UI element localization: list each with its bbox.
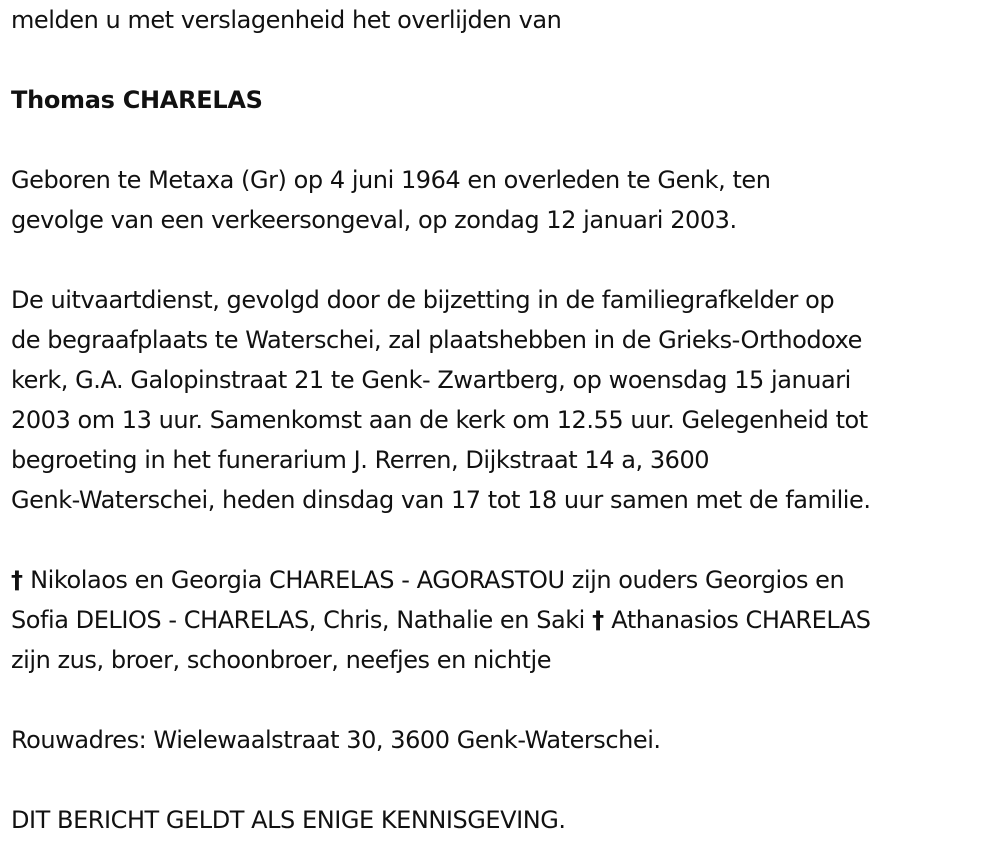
family-text: Sofia DELIOS - CHARELAS, Chris, Nathalie en Saki: [11, 606, 593, 634]
birth-line: Geboren te Metaxa (Gr) op 4 juni 1964 en overleden te Genk, ten: [11, 166, 771, 194]
birth-paragraph: [11, 160, 996, 240]
service-line: 2003 om 13 uur. Samenkomst aan de kerk om 12.55 uur. Gelegenheid tot: [11, 406, 868, 434]
death-notice: [11, 0, 996, 840]
spacer: [11, 120, 996, 160]
mourning-address: Rouwadres: Wielewaalstraat 30, 3600 Genk-Waterschei.: [11, 726, 661, 754]
family-paragraph: [11, 560, 996, 680]
family-line: [11, 600, 996, 640]
spacer: [11, 240, 996, 280]
service-line: Genk-Waterschei, heden dinsdag van 17 tot 18 uur samen met de familie.: [11, 486, 871, 514]
service-line: kerk, G.A. Galopinstraat 21 te Genk- Zwartberg, op woensdag 15 januari: [11, 366, 851, 394]
deceased-name: Thomas CHARELAS: [11, 86, 263, 114]
closing-statement: DIT BERICHT GELDT ALS ENIGE KENNISGEVING.: [11, 806, 566, 834]
service-paragraph: [11, 280, 996, 520]
family-text: Athanasios CHARELAS: [604, 606, 871, 634]
intro-text: melden u met verslagenheid het overlijden van: [11, 6, 562, 34]
cross-icon: †: [11, 566, 23, 594]
spacer: [11, 760, 996, 800]
spacer: [11, 520, 996, 560]
service-line: De uitvaartdienst, gevolgd door de bijzetting in de familiegrafkelder op: [11, 286, 835, 314]
service-line: begroeting in het funerarium J. Rerren, Dijkstraat 14 a, 3600: [11, 446, 710, 474]
family-line: zijn zus, broer, schoonbroer, neefjes en nichtje: [11, 646, 552, 674]
birth-line: gevolge van een verkeersongeval, op zondag 12 januari 2003.: [11, 206, 737, 234]
cross-icon: †: [592, 606, 605, 634]
service-line: de begraafplaats te Waterschei, zal plaatshebben in de Grieks-Orthodoxe: [11, 326, 862, 354]
family-text: Nikolaos en Georgia CHARELAS - AGORASTOU zijn ouders Georgios en: [23, 566, 845, 594]
family-line: [11, 560, 996, 600]
spacer: [11, 40, 996, 80]
spacer: [11, 680, 996, 720]
